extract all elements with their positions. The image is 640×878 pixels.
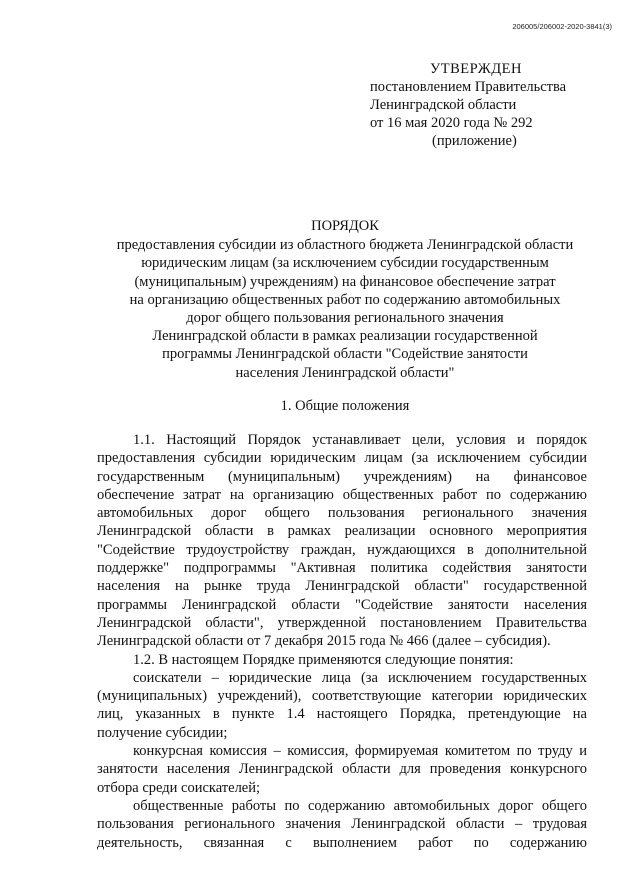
title-line: юридическим лицам (за исключением субсидии государственным: [141, 255, 549, 272]
document-body: [97, 431, 587, 852]
paragraph: общественные работы по содержанию автомобильных дорог общего пользования регионального значения Ленинградской области – трудовая деятельность, связанная с выполнением работ по содержанию: [97, 797, 587, 851]
approval-line: Ленинградской области: [370, 97, 517, 113]
document-title: [60, 217, 630, 382]
approval-title: УТВЕРЖДЕН: [430, 61, 522, 77]
title-line: Ленинградской области в рамках реализации государственной: [152, 328, 538, 345]
approval-note: (приложение): [432, 133, 517, 149]
title-line: дорог общего пользования регионального значения: [186, 310, 504, 327]
paragraph: 1.1. Настоящий Порядок устанавливает цели, условия и порядок предоставления субсидии юридическим лицам (за исключением субсидии государственным (муниципальным) учреждениям) на финансовое обеспечение затрат на организацию общественных работ по содержанию автомобильных дорог общего пользования регионального значения Ленинградской области в рамках реализации основного мероприятия "Содействие трудоустройству граждан, нуждающихся в дополнительной поддержке" подпрограммы "Активная политика содействия занятости населения на рынке труда Ленинградской области" государственной программы Ленинградской области "Содействие занятости населения Ленинградской области", утвержденной постановлением Правительства Ленинградской области от 7 декабря 2015 года № 466 (далее – субсидия).: [97, 432, 587, 650]
section-title: 1. Общие положения: [280, 398, 410, 414]
approval-line: от 16 мая 2020 года № 292: [370, 115, 533, 131]
approval-block: [370, 60, 566, 150]
title-line: населения Ленинградской области": [235, 364, 455, 381]
title-line: программы Ленинградской области "Содействие занятости: [162, 346, 528, 363]
approval-line: постановлением Правительства: [370, 79, 567, 95]
title-line: (муниципальным) учреждениям) на финансовое обеспечение затрат: [134, 273, 556, 290]
paragraph: соискатели – юридические лица (за исключением государственных (муниципальных) учреждений), соответствующие категории юридических лиц, указанных в пункте 1.4 настоящего Порядка, претендующие на получение субсидии;: [97, 669, 587, 741]
document-heading: ПОРЯДОК: [311, 218, 379, 234]
document-id: 206005/206002-2020-3841(3): [512, 22, 612, 31]
title-line: предоставления субсидии из областного бюджета Ленинградской области: [116, 237, 574, 254]
paragraph: 1.2. В настоящем Порядке применяются следующие понятия:: [133, 651, 514, 668]
title-line: на организацию общественных работ по содержанию автомобильных: [129, 291, 561, 308]
paragraph: конкурсная комиссия – комиссия, формируемая комитетом по труду и занятости населения Ленинградской области для проведения конкурсного отбора среди соискателей;: [97, 743, 587, 796]
